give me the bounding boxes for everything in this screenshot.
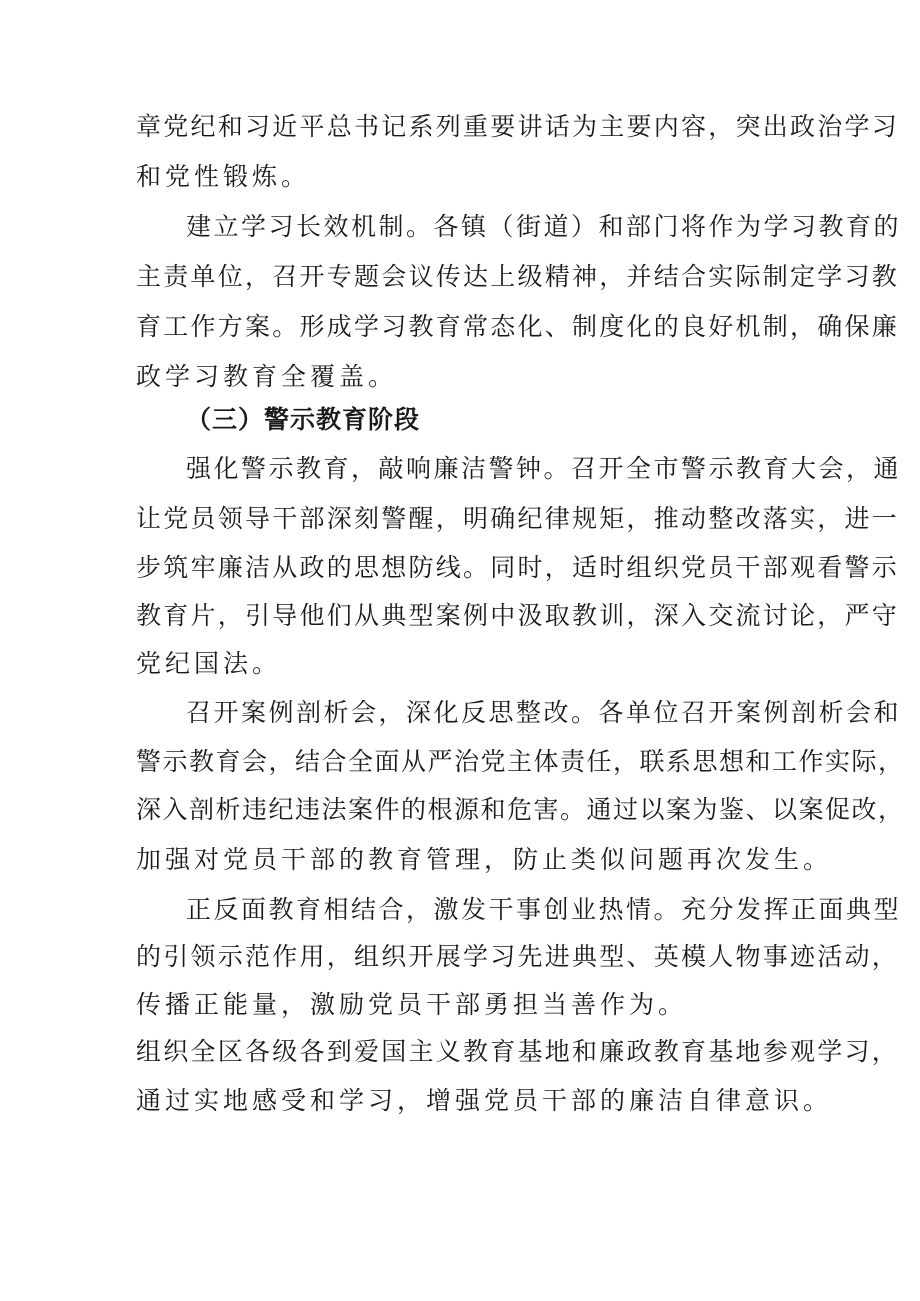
section-heading: （三）警示教育阶段 [186, 405, 421, 434]
text-line: 的引领示范作用，组织开展学习先进典型、英模人物事迹活动， [136, 942, 900, 971]
paragraph-start-line: 召开案例剖析会，深化反思整改。各单位召开案例剖析会和 [186, 698, 902, 727]
text-line: 和党性锻炼。 [136, 162, 311, 191]
text-line: 教育片，引导他们从典型案例中汲取教训，深入交流讨论，严守 [136, 601, 900, 630]
paragraph-start-line: 正反面教育相结合，激发干事创业热情。充分发挥正面典型 [186, 895, 902, 924]
text-line: 警示教育会，结合全面从严治党主体责任，联系思想和工作实际， [136, 747, 905, 776]
text-line: 让党员领导干部深刻警醒，明确纪律规矩，推动整改落实，进一 [136, 504, 900, 533]
text-line: 深入剖析违纪违法案件的根源和危害。通过以案为鉴、以案促改， [136, 795, 905, 824]
text-line: 党纪国法。 [136, 649, 282, 678]
text-line: 主责单位，召开专题会议传达上级精神，并结合实际制定学习教 [136, 262, 900, 291]
text-line: 育工作方案。形成学习教育常态化、制度化的良好机制，确保廉 [136, 312, 900, 341]
text-line: 传播正能量，激励党员干部勇担当善作为。 [136, 990, 688, 1019]
text-line: 政学习教育全覆盖。 [136, 362, 398, 391]
text-line: 组织全区各级各到爱国主义教育基地和廉政教育基地参观学习， [136, 1037, 900, 1066]
text-line: 加强对党员干部的教育管理，防止类似问题再次发生。 [136, 845, 833, 874]
text-line: 通过实地感受和学习，增强党员干部的廉洁自律意识。 [136, 1086, 833, 1115]
text-line: 章党纪和习近平总书记系列重要讲话为主要内容，突出政治学习 [136, 112, 900, 141]
paragraph-start-line: 强化警示教育，敲响廉洁警钟。召开全市警示教育大会，通 [186, 454, 902, 483]
text-line: 步筑牢廉洁从政的思想防线。同时，适时组织党员干部观看警示 [136, 553, 900, 582]
paragraph-start-line: 建立学习长效机制。各镇（街道）和部门将作为学习教育的 [186, 212, 902, 241]
